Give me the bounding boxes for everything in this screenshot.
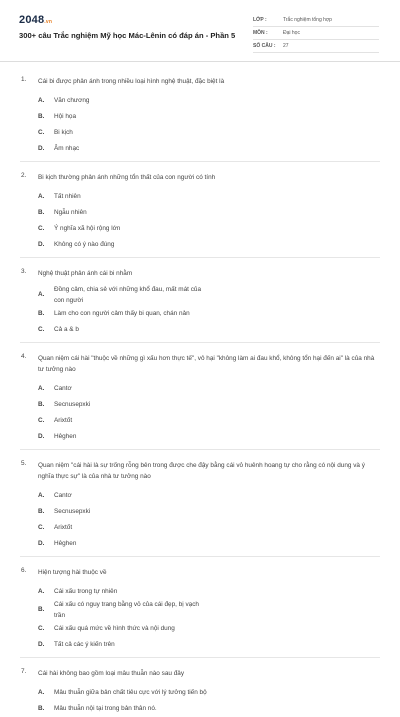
answer-option[interactable] <box>38 322 210 338</box>
answer-options <box>38 189 380 253</box>
answer-option[interactable] <box>38 584 210 600</box>
option-letter: D. <box>38 640 45 648</box>
option-letter: C. <box>38 325 45 333</box>
option-letter: B. <box>38 704 45 712</box>
question-text: Bi kịch thường phản ánh những tổn thất của con người có tính <box>38 174 216 181</box>
question-2 <box>0 172 400 253</box>
question-7 <box>0 668 400 717</box>
option-text: Bi kịch <box>54 128 73 136</box>
option-letter: B. <box>38 507 45 515</box>
question-list <box>0 76 400 717</box>
option-text: Mâu thuẫn nội tại trong bản thân nó. <box>54 704 157 712</box>
answer-option[interactable] <box>38 381 210 397</box>
option-text: Cantơ <box>54 384 72 392</box>
meta-table <box>253 14 379 53</box>
option-text: Không có ý nào đúng <box>54 240 115 248</box>
answer-option[interactable] <box>38 621 210 637</box>
answer-option[interactable] <box>38 306 210 322</box>
option-text: Arixtốt <box>54 523 73 531</box>
option-text: Arixtốt <box>54 416 73 424</box>
meta-row-count <box>253 40 379 53</box>
document-title: 300+ câu Trắc nghiệm Mỹ học Mác-Lênin có đáp án - Phần 5 <box>19 31 236 40</box>
question-number: 1. <box>21 76 27 83</box>
option-letter: A. <box>38 587 45 595</box>
answer-option[interactable] <box>38 701 210 717</box>
option-text: Cái xấu có nguy trang bằng vỏ của cái đẹp, bị vạch trần <box>54 601 199 619</box>
question-text: Quan niệm "cái hài là sự trống rỗng bên trong được che đậy bằng cái vỏ huênh hoang tự cho rằng có nội dung và ý nghĩa thực sự" là của nhà tư tưởng nào <box>38 462 365 480</box>
question-divider <box>20 657 380 658</box>
option-text: Ngẫu nhiên <box>54 208 87 216</box>
answer-options <box>38 381 380 445</box>
answer-option[interactable] <box>38 637 210 653</box>
question-number: 2. <box>21 172 27 179</box>
option-letter: D. <box>38 240 45 248</box>
option-letter: B. <box>38 208 45 216</box>
option-letter: A. <box>38 491 45 499</box>
answer-options <box>38 685 380 717</box>
question-number: 5. <box>21 460 27 467</box>
option-letter: A. <box>38 688 45 696</box>
option-text: Cái xấu quá mức về hình thức và nội dung <box>54 624 175 632</box>
question-divider <box>20 449 380 450</box>
question-divider <box>20 342 380 343</box>
answer-options <box>38 285 380 338</box>
answer-option[interactable] <box>38 93 210 109</box>
option-letter: C. <box>38 224 45 232</box>
site-logo[interactable] <box>19 14 52 26</box>
question-divider <box>20 257 380 258</box>
question-text: Cái bi được phản ánh trong nhiều loại hình nghệ thuật, đặc biệt là <box>38 78 225 85</box>
option-letter: D. <box>38 144 45 152</box>
option-text: Cantơ <box>54 491 72 499</box>
option-letter: C. <box>38 416 45 424</box>
option-text: Hêghen <box>54 539 77 547</box>
option-letter: B. <box>38 309 45 317</box>
option-text: Cái xấu trong tự nhiên <box>54 587 118 595</box>
answer-option[interactable] <box>38 520 210 536</box>
question-3 <box>0 268 400 338</box>
answer-option[interactable] <box>38 488 210 504</box>
question-5 <box>0 460 400 552</box>
question-number: 7. <box>21 668 27 675</box>
question-text: Quan niệm cái hài "thuộc về những gì xấu hơn thực tế", vô hại "không làm ai đau khổ, không tổn hại đến ai" là của nhà tư tưởng nào <box>38 355 375 373</box>
option-text: Hội họa <box>54 112 77 120</box>
option-text: Mâu thuẫn giữa bản chất tiêu cực với lý tưởng tiến bộ <box>54 688 207 696</box>
question-divider <box>20 161 380 162</box>
option-text: Đồng cảm, chia sẻ với những khổ đau, mất mát của con người <box>54 286 202 304</box>
option-letter: A. <box>38 192 45 200</box>
answer-option[interactable] <box>38 600 210 621</box>
option-text: Văn chương <box>54 96 90 104</box>
answer-option[interactable] <box>38 141 210 157</box>
answer-option[interactable] <box>38 285 210 306</box>
answer-options <box>38 488 380 552</box>
logo-tld: .vn <box>44 19 53 25</box>
meta-row-subject <box>253 27 379 40</box>
option-text: Âm nhạc <box>54 144 80 152</box>
answer-option[interactable] <box>38 504 210 520</box>
question-1 <box>0 76 400 157</box>
answer-option[interactable] <box>38 189 210 205</box>
question-text: Hiện tượng hài thuộc về <box>38 569 107 576</box>
option-letter: B. <box>38 606 45 614</box>
meta-value: Trắc nghiệm tổng hợp <box>283 17 332 23</box>
answer-option[interactable] <box>38 536 210 552</box>
option-letter: B. <box>38 400 45 408</box>
option-letter: A. <box>38 384 45 392</box>
option-text: Cả a & b <box>54 325 79 333</box>
option-text: Làm cho con người cảm thấy bi quan, chán nản <box>54 309 190 317</box>
question-6 <box>0 567 400 653</box>
answer-options <box>38 93 380 157</box>
option-letter: C. <box>38 128 45 136</box>
option-letter: D. <box>38 539 45 547</box>
question-number: 3. <box>21 268 27 275</box>
meta-label: LỚP : <box>253 17 267 23</box>
option-letter: C. <box>38 624 45 632</box>
option-text: Tất cả các ý kiến trên <box>54 640 115 648</box>
question-number: 4. <box>21 353 27 360</box>
option-text: Secnusepxki <box>54 400 91 408</box>
answer-option[interactable] <box>38 125 210 141</box>
option-letter: A. <box>38 291 45 299</box>
option-letter: C. <box>38 523 45 531</box>
meta-label: MÔN : <box>253 30 268 36</box>
option-letter: B. <box>38 112 45 120</box>
question-number: 6. <box>21 567 27 574</box>
meta-row-class <box>253 14 379 27</box>
answer-options <box>38 584 380 653</box>
question-text: Cái hài không bao gồm loại mâu thuẫn nào sau đây <box>38 670 185 677</box>
answer-option[interactable] <box>38 221 210 237</box>
meta-value: Đại học <box>283 30 300 36</box>
question-text: Nghệ thuật phản ánh cái bi nhằm <box>38 270 133 277</box>
option-text: Tất nhiên <box>54 192 81 200</box>
answer-option[interactable] <box>38 205 210 221</box>
question-4 <box>0 353 400 445</box>
answer-option[interactable] <box>38 237 210 253</box>
logo-text: 2048 <box>19 14 45 26</box>
option-text: Hêghen <box>54 432 77 440</box>
meta-label: SỐ CÂU : <box>253 43 276 49</box>
worksheet-header <box>0 0 400 62</box>
option-letter: D. <box>38 432 45 440</box>
answer-option[interactable] <box>38 109 210 125</box>
meta-value: 27 <box>283 43 289 49</box>
question-divider <box>20 556 380 557</box>
option-text: Ý nghĩa xã hội rộng lớn <box>54 224 121 232</box>
answer-option[interactable] <box>38 685 210 701</box>
option-letter: A. <box>38 96 45 104</box>
answer-option[interactable] <box>38 413 210 429</box>
option-text: Secnusepxki <box>54 507 91 515</box>
answer-option[interactable] <box>38 429 210 445</box>
answer-option[interactable] <box>38 397 210 413</box>
